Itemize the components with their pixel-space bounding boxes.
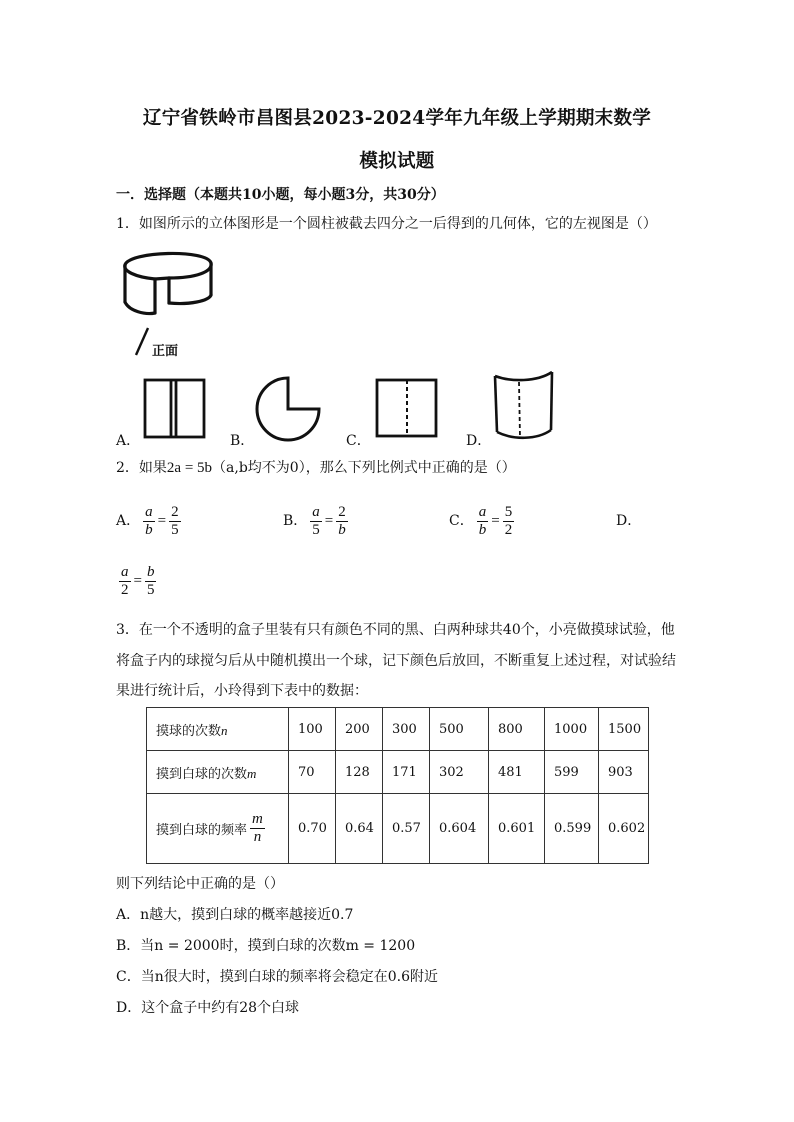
q3-question: 则下列结论中正确的是（） [116, 876, 284, 892]
table-cell: 0.599 [545, 794, 599, 864]
fraction [169, 504, 181, 539]
q1-option-d-label: D． [466, 433, 492, 449]
table-cell: 70 [289, 751, 336, 794]
var-m: m [247, 765, 257, 781]
q1-option-c-figure [374, 377, 440, 439]
denominator: 2 [121, 581, 129, 598]
table-cell: 1000 [545, 708, 599, 751]
numerator: 2 [171, 503, 179, 520]
numerator: 2 [338, 503, 346, 520]
fraction [143, 504, 155, 539]
table-cell: 903 [599, 751, 649, 794]
denominator: b [478, 521, 487, 538]
q1-option-c-label: C． [346, 433, 371, 449]
table-cell: 0.601 [489, 794, 545, 864]
denominator: 5 [146, 581, 155, 598]
q3-stem-line3: 果进行统计后，小玲得到下表中的数据： [116, 683, 368, 699]
q3-option-a: A．n越大，摸到白球的概率越接近0.7 [116, 907, 354, 923]
numerator: a [312, 503, 320, 520]
q2-option-b: B． $\frac{a}{5}$ = $\frac{2}{b}$ [283, 503, 346, 538]
q2-option-b-label: B． [283, 513, 308, 529]
fraction [145, 564, 157, 599]
q1-option-b-label: B． [230, 433, 255, 449]
table-cell: 800 [489, 708, 545, 751]
q3-stem-line1: 3．在一个不透明的盒子里装有只有颜色不同的黑、白两种球共40个，小亮做摸球试验，他 [116, 622, 675, 638]
table-cell: 0.604 [430, 794, 489, 864]
table-cell: 200 [336, 708, 383, 751]
row-header: 摸球的次数n [147, 708, 289, 751]
q2-option-c: C． $\frac{a}{b}$ = $\frac{5}{2}$ [449, 503, 513, 538]
fraction [477, 504, 489, 539]
table-cell: 0.70 [289, 794, 336, 864]
table-row [147, 794, 649, 864]
table-cell: 0.64 [336, 794, 383, 864]
numerator: m [252, 811, 263, 827]
fraction [336, 504, 348, 539]
denominator: n [253, 829, 262, 845]
fraction [250, 811, 265, 846]
table-cell: 128 [336, 751, 383, 794]
row-header: 摸到白球的频率 $\frac{m}{n}$ [147, 794, 289, 864]
figure-front-label: 正面 [152, 344, 179, 359]
q2-stem [116, 458, 516, 478]
fraction [503, 504, 515, 539]
q1-stem: 1．如图所示的立体图形是一个圆柱被截去四分之一后得到的几何体，它的左视图是（） [116, 216, 657, 232]
row-header: 摸到白球的次数m [147, 751, 289, 794]
fraction [119, 564, 131, 599]
section-heading: 一．选择题（本题共10小题，每小题3分，共30分） [116, 187, 445, 203]
denominator: 5 [312, 521, 320, 538]
table-cell: 171 [383, 751, 430, 794]
q3-option-c: C．当n很大时，摸到白球的频率将会稳定在0.6附近 [116, 969, 438, 985]
table-cell: 599 [545, 751, 599, 794]
q2-option-a-label: A． [116, 513, 141, 529]
numerator: 5 [504, 503, 513, 520]
q3-stem-line2: 将盒子内的球搅匀后从中随机摸出一个球，记下颜色后放回，不断重复上述过程，对试验结 [116, 653, 676, 669]
table-cell: 0.57 [383, 794, 430, 864]
experiment-table [146, 707, 649, 864]
numerator: b [146, 563, 155, 580]
table-cell: 500 [430, 708, 489, 751]
q2-option-d-label: D． [616, 513, 642, 529]
q3-option-d: D．这个盒子中约有28个白球 [116, 1000, 300, 1016]
numerator: a [145, 503, 153, 520]
q1-option-a-label: A． [116, 433, 141, 449]
denominator: b [145, 521, 153, 538]
q2-option-c-label: C． [449, 513, 474, 529]
page-subtitle: 模拟试题 [359, 151, 435, 172]
table-cell: 481 [489, 751, 545, 794]
numerator: a [121, 563, 129, 580]
table-cell: 100 [289, 708, 336, 751]
q1-option-a-figure [143, 378, 207, 440]
denominator: b [338, 521, 346, 538]
table-row [147, 751, 649, 794]
var-n: n [221, 722, 228, 738]
q1-option-b-figure [256, 376, 326, 442]
q2-condition: （a,b均不为0），那么下列比例式中正确的是（） [212, 460, 516, 476]
table-row [147, 708, 649, 751]
page-title: 辽宁省铁岭市昌图县2023-2024学年九年级上学期期末数学 [142, 108, 652, 129]
q2-equation: 2a = 5b [166, 460, 213, 476]
q2-option-a: A． $\frac{a}{b}$ = $\frac{2}{5}$ [116, 503, 179, 538]
denominator: 2 [504, 521, 513, 538]
q1-option-d-figure [491, 368, 557, 444]
denominator: 5 [171, 521, 179, 538]
table-cell: 300 [383, 708, 430, 751]
table-cell: 0.602 [599, 794, 649, 864]
fraction [310, 504, 322, 539]
numerator: a [478, 503, 487, 520]
q2-prefix: 2．如果 [116, 460, 167, 476]
table-cell: 1500 [599, 708, 649, 751]
q3-option-b: B．当n = 2000时，摸到白球的次数m = 1200 [116, 938, 416, 954]
table-cell: 302 [430, 751, 489, 794]
q2-option-d: $\frac{a}{2}$ = $\frac{b}{5}$ [121, 563, 155, 598]
